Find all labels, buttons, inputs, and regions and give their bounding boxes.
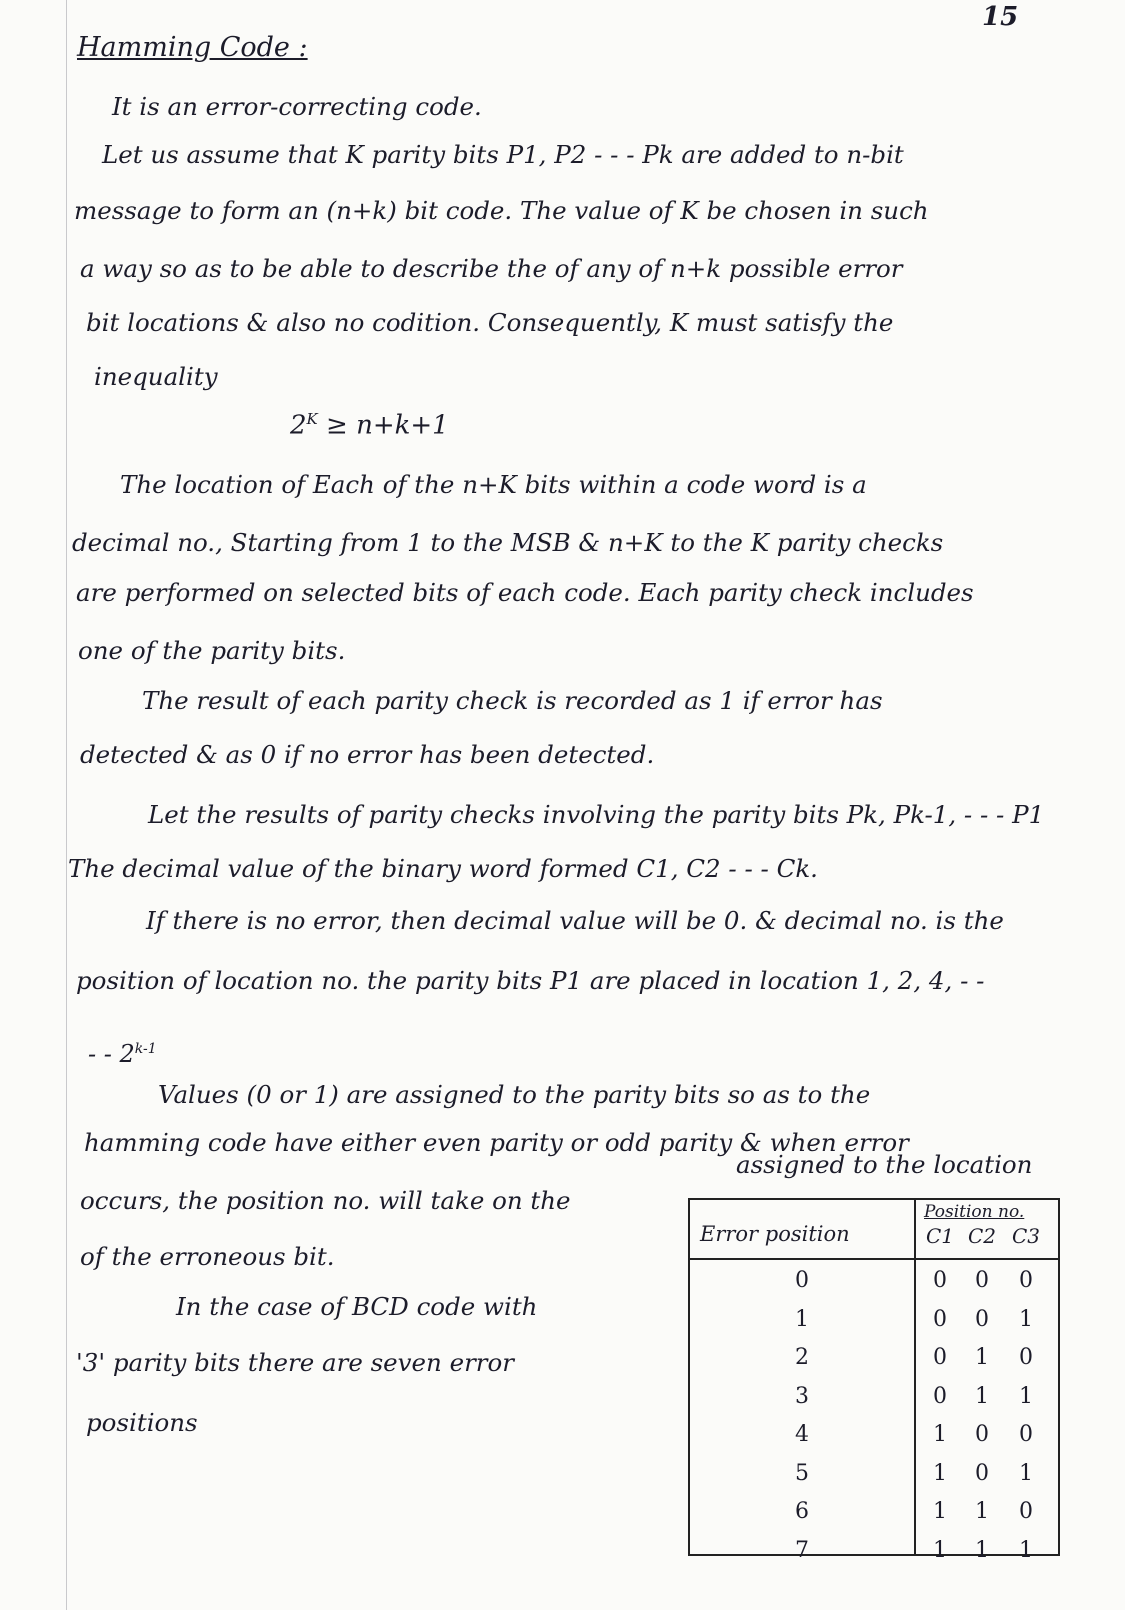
header-error-position: Error position: [700, 1222, 850, 1246]
cell-c3: 0: [1019, 1499, 1033, 1524]
cell-c2: 1: [975, 1499, 989, 1524]
table-divider-vertical: [914, 1200, 916, 1554]
cell-c1: 0: [933, 1306, 947, 1332]
cell-c1: 0: [933, 1345, 947, 1370]
cell-c2: 0: [975, 1306, 989, 1332]
text-line: one of the parity bits.: [78, 636, 346, 665]
text-line: Let us assume that K parity bits P1, P2 - - - Pk are added to n-bit: [102, 140, 904, 169]
cell-c1: 1: [933, 1537, 947, 1563]
text-line: '3' parity bits there are seven error: [76, 1348, 514, 1377]
text-line: The decimal value of the binary word formed C1, C2 - - - Ck.: [68, 854, 818, 883]
cell-c1: 1: [933, 1460, 947, 1486]
text-line: detected & as 0 if no error has been detected.: [80, 740, 655, 769]
text-line: are performed on selected bits of each code. Each parity check includes: [76, 578, 974, 607]
text-line: position of location no. the parity bits P1 are placed in location 1, 2, 4, - -: [76, 966, 985, 995]
table-divider-horizontal: [690, 1258, 1058, 1260]
formula-rest: ≥ n+k+1: [317, 410, 449, 441]
text-line: occurs, the position no. will take on the: [80, 1186, 571, 1215]
text-line: hamming code have either even parity or odd parity & when error: [84, 1128, 909, 1157]
cell-c2: 0: [975, 1460, 989, 1486]
cell-error-position: 3: [795, 1383, 809, 1409]
text-line: It is an error-correcting code.: [112, 92, 482, 121]
cell-error-position: 6: [795, 1499, 809, 1524]
text-line: positions: [86, 1408, 198, 1437]
cell-c2: 0: [975, 1422, 989, 1447]
text-line: a way so as to be able to describe the of any of n+k possible error: [80, 254, 903, 283]
cell-c2: 1: [975, 1537, 989, 1563]
cell-c3: 0: [1019, 1345, 1033, 1370]
cell-c2: 1: [975, 1383, 989, 1409]
formula-exponent: K: [306, 410, 318, 428]
text-line: If there is no error, then decimal value will be 0. & decimal no. is the: [146, 906, 1004, 935]
exponent-tail: [88, 1040, 157, 1068]
cell-c1: 1: [933, 1422, 947, 1447]
tail-prefix: - - 2: [88, 1040, 135, 1068]
text-line: of the erroneous bit.: [80, 1242, 335, 1271]
cell-c3: 0: [1019, 1268, 1033, 1293]
cell-c2: 1: [975, 1345, 989, 1370]
text-line: The location of Each of the n+K bits within a code word is a: [120, 470, 867, 499]
cell-c1: 1: [933, 1499, 947, 1524]
tail-exponent: k-1: [134, 1041, 157, 1057]
cell-c3: 1: [1019, 1383, 1033, 1409]
cell-error-position: 4: [795, 1422, 809, 1447]
cell-c2: 0: [975, 1268, 989, 1293]
page-title: Hamming Code :: [77, 32, 308, 63]
header-c3: C3: [1011, 1224, 1041, 1248]
text-line: Values (0 or 1) are assigned to the parity bits so as to the: [158, 1080, 871, 1109]
text-line: message to form an (n+k) bit code. The value of K be chosen in such: [74, 196, 929, 225]
cell-c3: 1: [1019, 1306, 1033, 1332]
cell-c3: 1: [1019, 1460, 1033, 1486]
text-line: decimal no., Starting from 1 to the MSB & n+K to the K parity checks: [72, 528, 944, 557]
cell-c3: 0: [1019, 1422, 1033, 1447]
cell-error-position: 1: [795, 1306, 809, 1332]
cell-error-position: 7: [795, 1537, 809, 1563]
error-position-table: [688, 1198, 1060, 1563]
text-line: Let the results of parity checks involving the parity bits Pk, Pk-1, - - - P1: [148, 800, 1045, 829]
cell-error-position: 5: [795, 1460, 809, 1486]
page-number: 15: [982, 2, 1019, 32]
cell-error-position: 0: [795, 1268, 809, 1293]
formula-base: 2: [290, 410, 307, 441]
cell-c3: 1: [1019, 1537, 1033, 1563]
cell-c1: 0: [933, 1383, 947, 1409]
text-line: assigned to the location: [736, 1150, 1033, 1179]
header-position-no: Position no.: [924, 1202, 1025, 1222]
text-line: In the case of BCD code with: [176, 1292, 538, 1321]
inequality-formula: [290, 410, 449, 441]
cell-error-position: 2: [795, 1345, 809, 1370]
text-line: inequality: [94, 362, 218, 391]
text-line: bit locations & also no codition. Consequently, K must satisfy the: [86, 308, 894, 337]
cell-c1: 0: [933, 1268, 947, 1293]
header-c1: C1: [925, 1224, 955, 1248]
header-c2: C2: [967, 1224, 997, 1248]
text-line: The result of each parity check is recorded as 1 if error has: [142, 686, 883, 715]
